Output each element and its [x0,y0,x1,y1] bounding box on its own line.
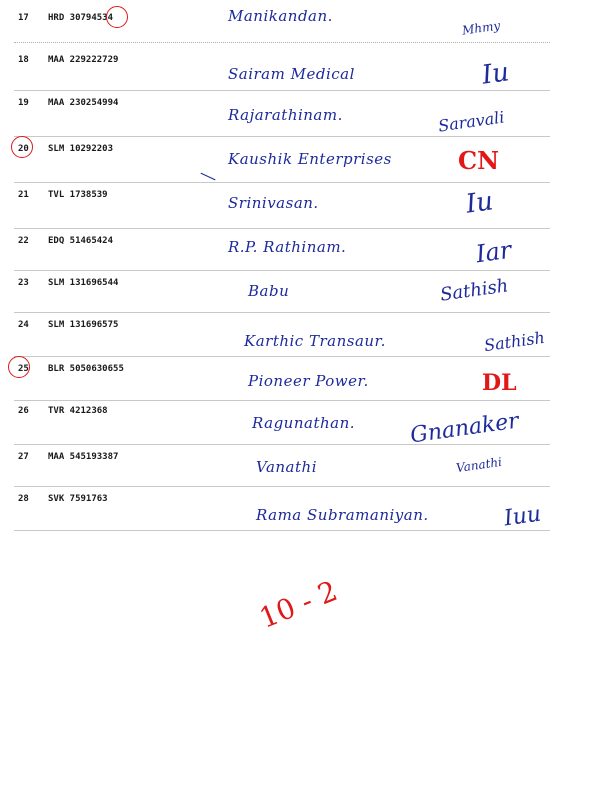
handwritten-signature: Iu [464,186,495,220]
dotted-divider [14,42,550,43]
row-divider [14,90,550,91]
table-row [0,98,600,136]
row-number: 20 [18,144,29,154]
row-divider [14,182,550,183]
row-divider [14,312,550,313]
account-code: SVK 7591763 [48,494,108,504]
row-divider [14,136,550,137]
account-code: SLM 10292203 [48,144,114,154]
red-circle-mark [106,6,128,28]
handwritten-name: Ragunathan. [252,414,356,432]
handwritten-signature: Iu [480,57,511,91]
handwritten-name: Kaushik Enterprises [228,150,392,168]
red-tally-note: 10 - 2 [254,574,342,635]
row-divider [14,356,550,357]
account-code: TVL 1738539 [48,190,108,200]
handwritten-name: Babu [248,282,290,300]
table-row [0,406,600,449]
account-code: TVR 4212368 [48,406,108,416]
table-row [0,494,600,532]
handwritten-signature: Iuu [502,501,543,532]
table-row [0,144,600,175]
table-row [0,364,600,396]
row-number: 24 [18,320,29,330]
row-number: 23 [18,278,29,288]
handwritten-name: Pioneer Power. [248,372,369,390]
row-divider [14,530,550,531]
handwritten-name: Rama Subramaniyan. [256,506,429,524]
handwritten-signature: Iar [474,235,514,269]
table-row [0,7,600,38]
row-divider [14,400,550,401]
row-number: 25 [18,364,29,374]
table-row [0,275,600,306]
handwritten-signature: Sathish [482,327,546,356]
row-number: 22 [18,236,29,246]
handwritten-name: Rajarathinam. [228,106,343,124]
pen-stroke [201,173,216,181]
account-code: BLR 5050630655 [48,364,124,374]
handwritten-name: Srinivasan. [228,194,319,212]
red-circle-mark [11,136,33,158]
account-code: SLM 131696544 [48,278,119,288]
handwritten-name: Sairam Medical [228,65,355,83]
handwritten-signature: Vanathi [455,454,503,476]
handwritten-signature: Mhmy [461,18,501,38]
row-divider [14,444,550,445]
account-code: MAA 545193387 [48,452,119,462]
row-divider [14,228,550,229]
account-code: MAA 230254994 [48,98,119,108]
handwritten-name: Vanathi [256,458,317,476]
handwritten-signature: Sathish [438,275,510,306]
account-code: MAA 229222729 [48,55,119,65]
handwritten-name: R.P. Rathinam. [228,238,347,256]
row-number: 18 [18,55,29,65]
handwritten-signature: CN [458,146,500,175]
account-code: HRD 30794534 [48,13,114,23]
row-number: 19 [18,98,29,108]
handwritten-signature: Gnanaker [408,408,521,449]
red-circle-mark [8,356,30,378]
row-number: 17 [18,13,29,23]
account-code: SLM 131696575 [48,320,119,330]
row-divider [14,270,550,271]
table-row [0,55,600,91]
table-row [0,235,600,269]
handwritten-signature: Saravali [437,107,506,136]
table-row [0,320,600,356]
table-row [0,452,600,476]
table-row [0,186,600,220]
row-number: 26 [18,406,29,416]
account-code: EDQ 51465424 [48,236,114,246]
handwritten-signature: DL [482,370,517,396]
handwritten-name: Manikandan. [228,7,333,25]
row-number: 27 [18,452,29,462]
row-divider [14,486,550,487]
handwritten-name: Karthic Transaur. [244,332,386,350]
row-number: 28 [18,494,29,504]
row-number: 21 [18,190,29,200]
